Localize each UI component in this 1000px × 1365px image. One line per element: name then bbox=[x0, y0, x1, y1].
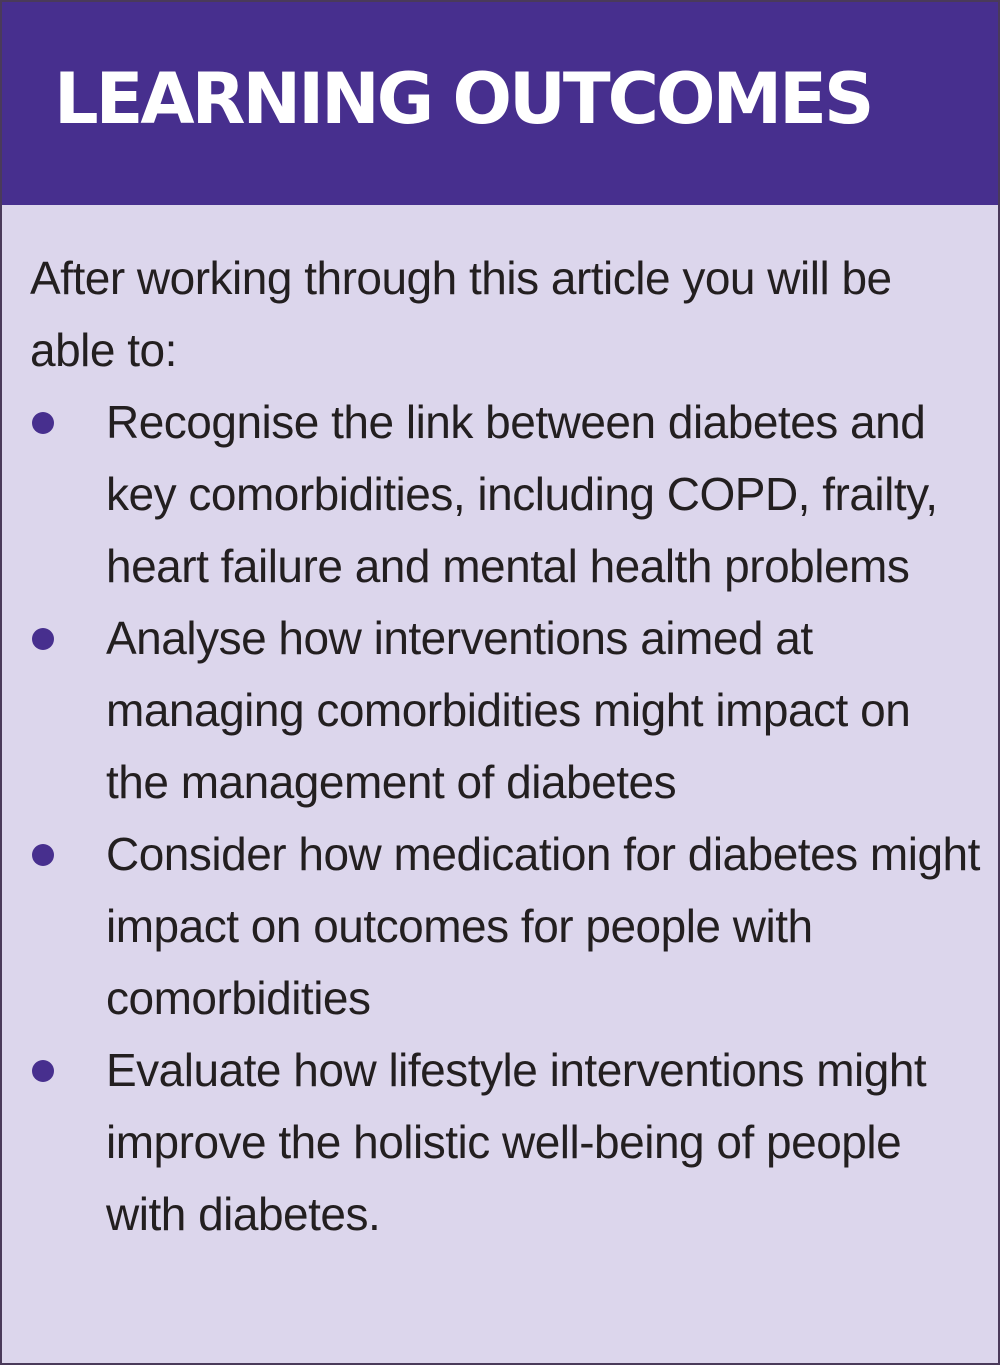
outcome-text: Analyse how interventions aimed at managing comorbidities might impact on the management of diabetes bbox=[106, 612, 911, 808]
list-item bbox=[30, 386, 980, 602]
outcomes-list bbox=[30, 386, 980, 1250]
intro-text: After working through this article you will be able to: bbox=[30, 252, 892, 376]
bullet-dot-icon bbox=[32, 412, 54, 434]
bullet-dot-icon bbox=[32, 628, 54, 650]
bullet-dot-icon bbox=[32, 844, 54, 866]
header-bar bbox=[2, 2, 998, 205]
outcome-text: Evaluate how lifestyle interventions might improve the holistic well-being of people with diabetes. bbox=[106, 1044, 927, 1240]
list-item bbox=[30, 1034, 980, 1250]
content-area bbox=[30, 242, 980, 1250]
list-item bbox=[30, 602, 980, 818]
list-item bbox=[30, 818, 980, 1034]
page-title: LEARNING OUTCOMES bbox=[54, 58, 872, 140]
bullet-dot-icon bbox=[32, 1060, 54, 1082]
outcome-text: Consider how medication for diabetes might impact on outcomes for people with comorbidities bbox=[106, 828, 980, 1024]
outcome-text: Recognise the link between diabetes and key comorbidities, including COPD, frailty, heart failure and mental health problems bbox=[106, 396, 938, 592]
